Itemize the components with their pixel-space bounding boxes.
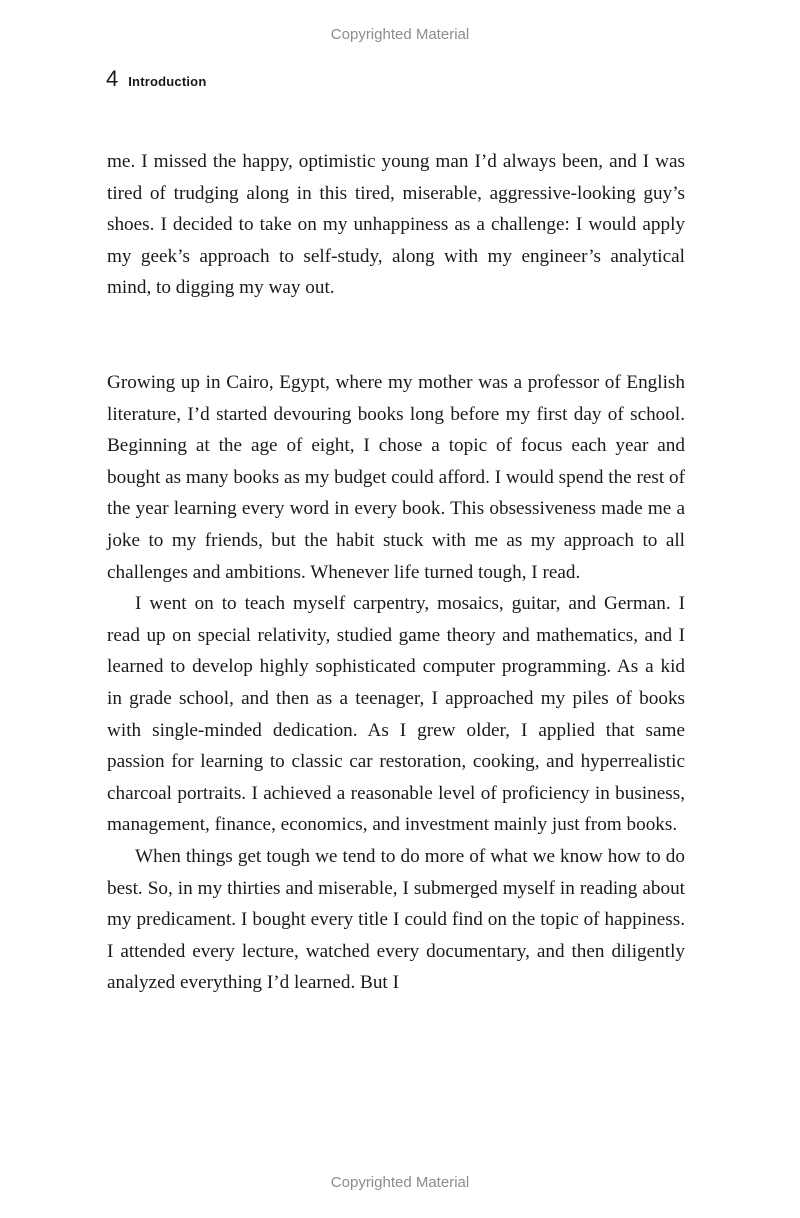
copyright-watermark-top: Copyrighted Material bbox=[330, 26, 470, 43]
page-number: 4 bbox=[106, 66, 119, 91]
section-title: Introduction bbox=[128, 74, 207, 89]
paragraph: I went on to teach myself carpentry, mosaics, guitar, and German. I read up on special relativity, studied game theory and mathematics, and I learned to develop highly sophisticated computer programming. As a kid in grade school, and then as a teenager, I approached my piles of books with single-minded dedication. As I grew older, I applied that same passion for learning to classic car restoration, cooking, and hyperrealistic charcoal portraits. I achieved a reasonable level of proficiency in business, management, finance, economics, and investment mainly just from books. bbox=[107, 593, 685, 836]
paragraph: me. I missed the happy, optimistic young man I’d always been, and I was tired of trudging along in this tired, miserable, aggressive-looking guy’s shoes. I decided to take on my unhappiness as a challenge: I would apply my geek’s approach to self-study, along with my engineer’s analytical mind, to digging my way out. bbox=[107, 151, 685, 299]
body-text-section-2 bbox=[107, 367, 685, 999]
body-text-section-1 bbox=[107, 146, 685, 304]
copyright-watermark-bottom: Copyrighted Material bbox=[330, 1174, 470, 1191]
paragraph: Growing up in Cairo, Egypt, where my mother was a professor of English literature, I’d started devouring books long before my first day of school. Beginning at the age of eight, I chose a topic of focus each year and bought as many books as my budget could afford. I would spend the rest of the year learning every word in every book. This obsessiveness made me a joke to my friends, but the habit stuck with me as my approach to all challenges and ambitions. Whenever life turned tough, I read. bbox=[107, 372, 685, 583]
paragraph: When things get tough we tend to do more of what we know how to do best. So, in my thirties and miserable, I submerged myself in reading about my predicament. I bought every title I could find on the topic of happiness. I attended every lecture, watched every documentary, and then diligently analyzed everything I’d learned. But I bbox=[107, 845, 685, 994]
running-head bbox=[106, 66, 206, 92]
